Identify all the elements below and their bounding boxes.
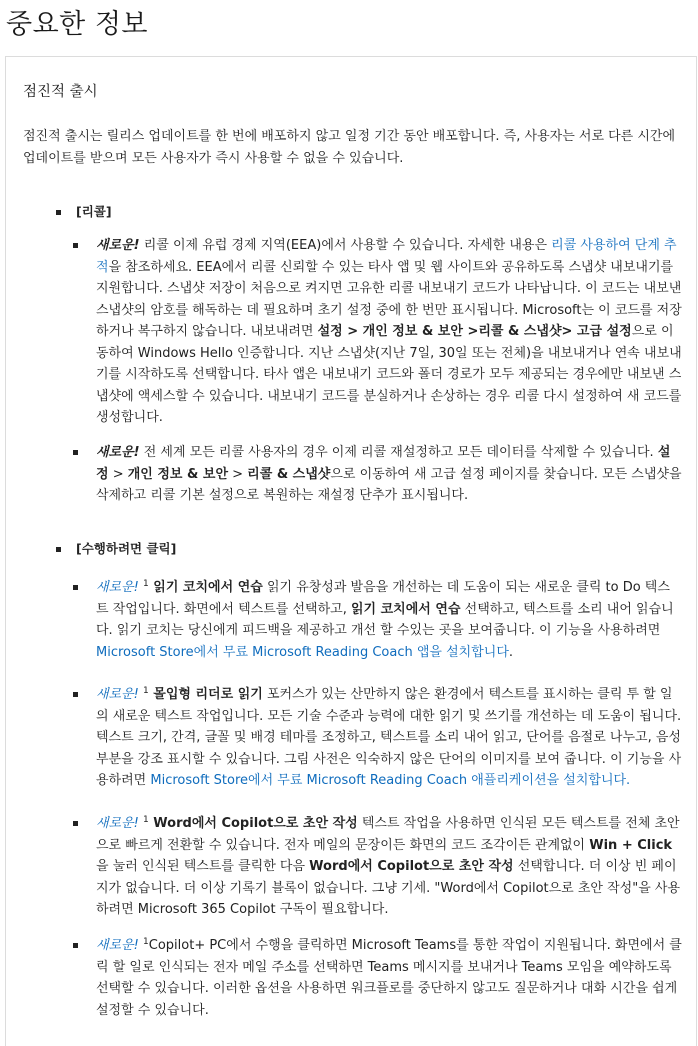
settings-path: 설정 <box>96 445 671 482</box>
new-tag: 새로운! <box>96 445 140 460</box>
bullet-icon <box>73 450 78 455</box>
item-text: 텍스트 작업을 사용하면 인식된 모든 텍스트를 전체 초안으로 빠르게 전환할 수 있습니다. 전자 메일의 문장이든 화면의 코드 조각이든 관계없이 <box>96 816 680 853</box>
feature-name: 읽기 코치에서 연습 <box>350 601 461 617</box>
item-text: 읽기 유창성과 발음을 개선하는 데 도움이 되는 새로운 클릭 to Do 텍스트 작업입니다. 화면에서 텍스트를 선택하고, <box>96 580 670 617</box>
bullet-icon <box>73 943 78 948</box>
list-item-reading-coach <box>96 577 682 663</box>
item-text: 리콜 이제 유럽 경제 지역(EEA)에서 사용할 수 있습니다. 자세한 내용은 <box>139 238 552 253</box>
shortcut-text: Win + Click <box>589 837 673 853</box>
item-text: > <box>108 466 128 482</box>
feature-name: Word에서 Copilot으로 초안 작성 <box>148 816 358 831</box>
list-item-teams-actions <box>96 935 682 1021</box>
item-text: 선택합니다. 더 이상 빈 페이지가 없습니다. 더 이상 기록기 블록이 없습니다. 그냥 기세. "Word에서 Copilot으로 초안 작성"을 사용하려면 Microsoft 365 Copilot 구독이 필요합니다. <box>96 859 681 917</box>
feature-name: 몰입형 리더로 읽기 <box>148 687 263 702</box>
settings-path: 리콜 & 스냅샷 <box>247 466 331 482</box>
list-item-recall-eea <box>96 235 682 429</box>
item-text: 으로 이동하여 Windows Hello 인증합니다. 지난 스냅샷(지난 7일, 30일 또는 전체)을 내보내거나 연속 내보내기를 시작하도록 선택합니다. 타사 앱은 내보내기 코드와 폴더 경로가 모두 제공되는 경우에만 내보낸 스냅샷에 액세스할 수 있습니다. 내보내기 코드를 분실하거나 손상하는 경우 리콜 다시 설정하여 새 코드를 생성합니다. <box>96 324 682 425</box>
new-tag: 새로운! <box>96 687 139 702</box>
new-tag: 새로운! <box>96 238 140 253</box>
group-label: [수행하려면 클릭] <box>76 541 177 556</box>
item-text: 전 세계 모든 리콜 사용자의 경우 이제 리콜 재설정하고 모든 데이터를 삭제할 수 있습니다. <box>139 445 658 460</box>
group-label: [리콜] <box>76 204 112 219</box>
item-text: . <box>508 644 514 660</box>
bullet-icon <box>73 585 78 590</box>
list-item-immersive-reader <box>96 684 682 792</box>
feature-name: Word에서 Copilot으로 초안 작성 <box>309 859 514 874</box>
list-item-recall-reset <box>96 442 682 507</box>
footnote-marker: 1 <box>143 579 149 589</box>
bullet-icon <box>56 210 61 215</box>
page-title: 중요한 정보 <box>6 9 148 40</box>
item-text: > <box>228 466 248 482</box>
footnote-marker: 1 <box>143 815 149 825</box>
bullet-icon <box>73 243 78 248</box>
new-tag: 새로운! <box>96 580 139 595</box>
item-text: 선택하고, 텍스트를 소리 내어 읽습니다. 읽기 코치는 당신에게 피드백을 제공하고 개선 할 수있는 곳을 보여줍니다. 이 기능을 사용하려면 <box>96 601 674 638</box>
footnote-marker: 1 <box>143 686 149 696</box>
intro-paragraph: 점진적 출시는 릴리스 업데이트를 한 번에 배포하지 않고 일정 기간 동안 배포합니다. 즉, 사용자는 서로 다른 시간에 업데이트를 받으며 모든 사용자가 즉시 사용할 수 없을 수 있습니다. <box>23 129 676 166</box>
bullet-icon <box>56 547 61 552</box>
settings-path: 개인 정보 & 보안 <box>127 466 228 482</box>
item-text: 을 참조하세요. EEA에서 리콜 신뢰할 수 있는 타사 앱 및 웹 사이트와 공유하도록 스냅샷 내보내기를 지원합니다. 스냅샷 저장이 처음으로 켜지면 고유한 리콜 내보내기 코드가 나타납니다. 이 코드는 내보낸 스냅샷의 암호를 해독하는 데 필요하며 초기 설정 중에 한 번만 표시됩니다. Microsoft는 이 코드를 저장하거나 복구하지 않습니다. 내보내려면 <box>96 259 682 339</box>
footnote-marker: 1 <box>143 937 149 947</box>
item-text: 으로 이동하여 새 고급 설정 페이지를 찾습니다. 모든 스냅샷을 삭제하고 리콜 기본 설정으로 복원하는 재설정 단추가 표시됩니다. <box>96 466 682 503</box>
reading-coach-store-link[interactable]: Microsoft Store에서 무료 Microsoft Reading Coach 앱을 설치합니다 <box>96 644 509 660</box>
feature-name: 읽기 코치에서 연습 <box>148 580 263 595</box>
item-text: 포커스가 있는 산만하지 않은 환경에서 텍스트를 표시하는 클릭 투 할 일의 새로운 텍스트 작업입니다. 모든 기술 수준과 능력에 대한 읽기 및 쓰기를 개선하는 데 도움이 됩니다. 텍스트 크기, 간격, 글꼴 및 배경 테마를 조정하고, 텍스트를 소리 내어 읽고, 단어를 음절로 나누고, 음성 부분을 강조 표시할 수 있습니다. 그림 사전은 익숙하지 않은 단어의 이미지를 보여 줍니다. 이 기능을 사용하려면 <box>96 687 682 788</box>
new-tag: 새로운! <box>96 938 139 953</box>
section-title: 점진적 출시 <box>23 84 98 100</box>
list-item-draft-copilot <box>96 813 682 921</box>
new-tag: 새로운! <box>96 816 139 831</box>
bullet-icon <box>73 692 78 697</box>
recall-steps-link[interactable]: 리콜 사용하여 단계 추적 <box>96 238 677 275</box>
item-text: Copilot+ PC에서 수행을 클릭하면 Microsoft Teams를 통한 작업이 지원됩니다. 화면에서 클릭 할 일로 인식되는 전자 메일 주소를 선택하면 Teams 메시지를 보내거나 Teams 모임을 예약하도록 선택할 수 있습니다. 이러한 옵션을 사용하면 워크플로를 중단하지 않고도 질문하거나 대화 시간을 쉽게 설정할 수 있습니다. <box>96 938 682 1018</box>
settings-path: 설정 > 개인 정보 & 보안 >리콜 & 스냅샷> 고급 설정 <box>317 324 632 339</box>
reading-coach-app-link[interactable]: Microsoft Store에서 무료 Microsoft Reading Coach 애플리케이션을 설치합니다. <box>150 773 631 788</box>
item-text: 을 눌러 인식된 텍스트를 클릭한 다음 <box>96 859 310 874</box>
bullet-icon <box>73 821 78 826</box>
